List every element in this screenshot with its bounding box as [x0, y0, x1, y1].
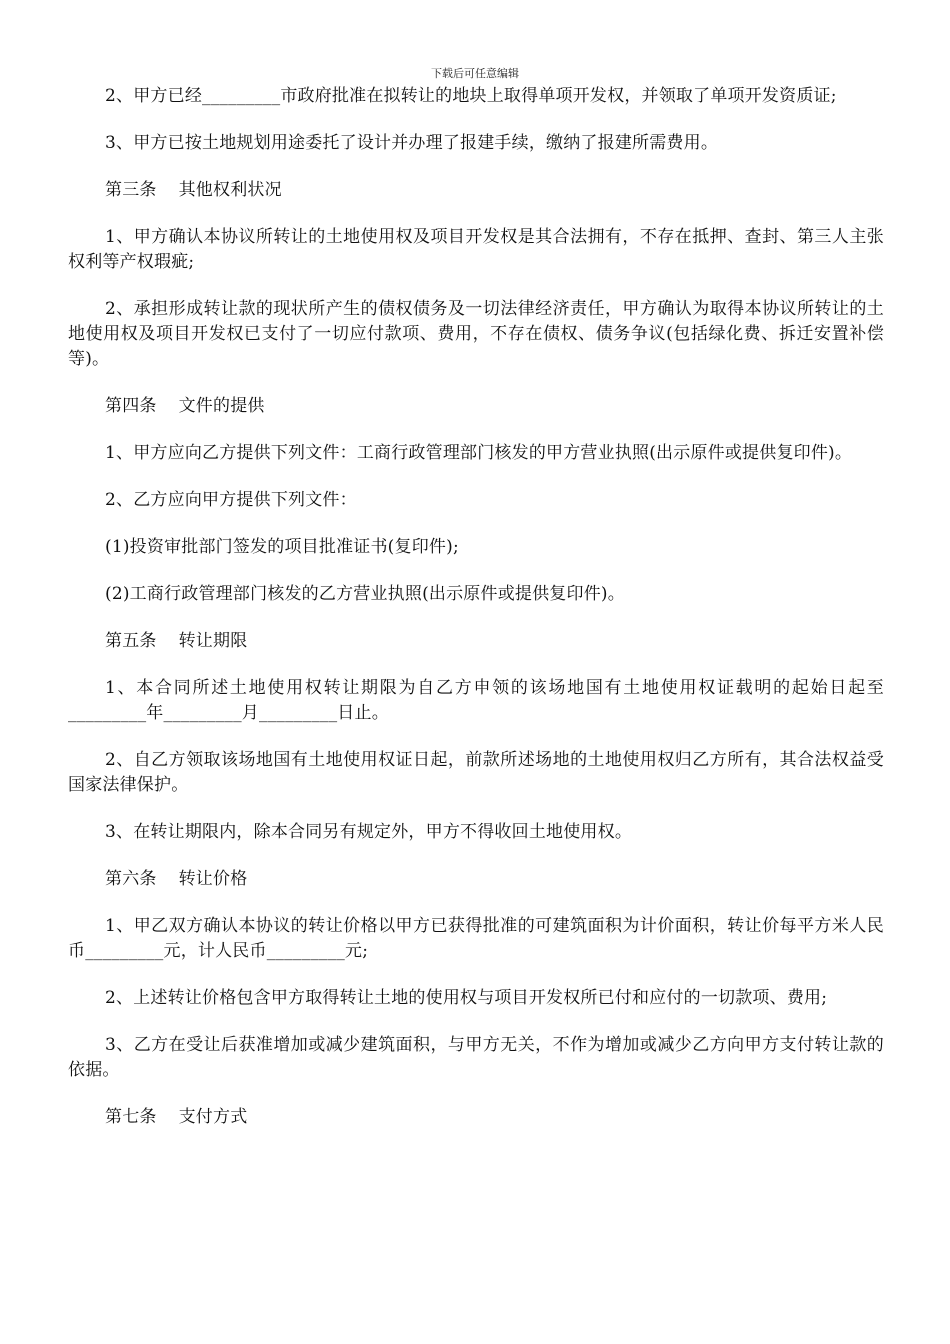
- paragraph: 3、乙方在受让后获准增加或减少建筑面积，与甲方无关，不作为增加或减少乙方向甲方支付转让款的依据。: [68, 1035, 884, 1080]
- paragraph: (2)工商行政管理部门核发的乙方营业执照(出示原件或提供复印件)。: [105, 584, 625, 604]
- paragraph: 2、乙方应向甲方提供下列文件：: [105, 490, 357, 510]
- article-heading: [68, 867, 884, 892]
- article-number: 第六条: [105, 869, 157, 889]
- article-title: 支付方式: [178, 1107, 248, 1127]
- paragraph: 2、承担形成转让款的现状所产生的债权债务及一切法律经济责任，甲方确认为取得本协议所转让的土地使用权及项目开发权已支付了一切应付款项、费用，不存在债权、债务争议(包括绿化费、拆迁安置补偿等)。: [68, 299, 884, 369]
- article-heading: [68, 178, 884, 203]
- article-heading: [68, 629, 884, 654]
- paragraph: 2、上述转让价格包含甲方取得转让土地的使用权与项目开发权所已付和应付的一切款项、费用;: [105, 988, 828, 1008]
- article-title: 文件的提供: [178, 396, 265, 416]
- article-number: 第七条: [105, 1107, 157, 1127]
- article-heading: [68, 1105, 884, 1130]
- article-number: 第三条: [105, 180, 157, 200]
- paragraph: 3、在转让期限内，除本合同另有规定外，甲方不得收回土地使用权。: [105, 822, 633, 842]
- contract-page: [68, 84, 884, 1152]
- paragraph: 1、甲乙双方确认本协议的转让价格以甲方已获得批准的可建筑面积为计价面积，转让价每平方米人民币_________元，计人民币_________元;: [68, 916, 884, 961]
- paragraph: 2、甲方已经_________市政府批准在拟转让的地块上取得单项开发权，并领取了单项开发资质证;: [105, 86, 837, 106]
- paragraph: 2、自乙方领取该场地国有土地使用权证日起，前款所述场地的土地使用权归乙方所有，其合法权益受国家法律保护。: [68, 750, 884, 795]
- paragraph: 1、本合同所述土地使用权转让期限为自乙方申领的该场地国有土地使用权证载明的起始日起至_________年_________月_________日止。: [68, 678, 884, 723]
- header-note: 下载后可任意编辑: [431, 67, 519, 80]
- paragraph: (1)投资审批部门签发的项目批准证书(复印件);: [105, 537, 459, 557]
- paragraph: 1、甲方确认本协议所转让的土地使用权及项目开发权是其合法拥有，不存在抵押、查封、第三人主张权利等产权瑕疵;: [68, 227, 884, 272]
- article-number: 第五条: [105, 631, 157, 651]
- article-title: 转让期限: [178, 631, 248, 651]
- paragraph: 3、甲方已按土地规划用途委托了设计并办理了报建手续，缴纳了报建所需费用。: [105, 133, 719, 153]
- article-title: 转让价格: [178, 869, 248, 889]
- paragraph: 1、甲方应向乙方提供下列文件：工商行政管理部门核发的甲方营业执照(出示原件或提供复印件)。: [105, 443, 853, 463]
- article-number: 第四条: [105, 396, 157, 416]
- article-title: 其他权利状况: [178, 180, 282, 200]
- article-heading: [68, 394, 884, 419]
